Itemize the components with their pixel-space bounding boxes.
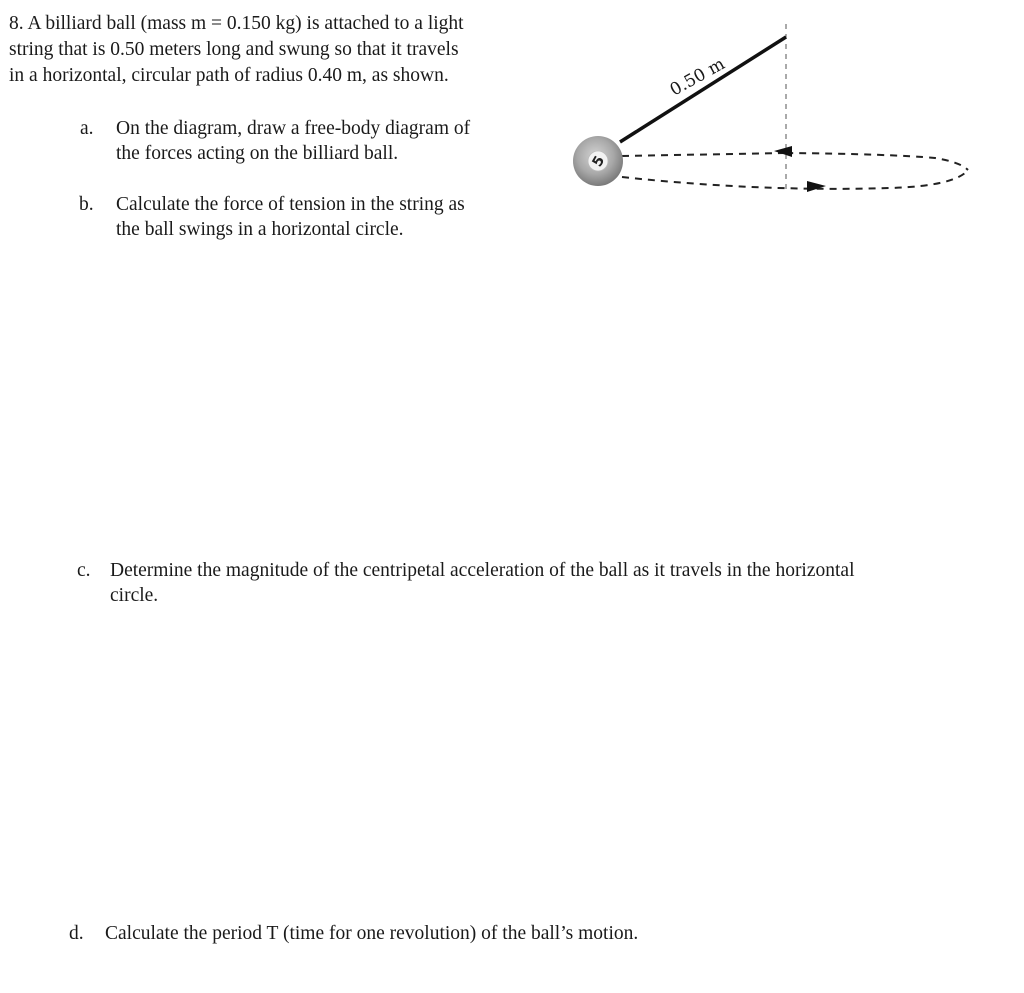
part-a-letter: a. <box>80 118 94 139</box>
arrow-right-icon <box>807 181 826 192</box>
ball-number: 5 <box>589 153 609 170</box>
radius-dashed-line <box>622 153 786 156</box>
part-d-letter: d. <box>69 923 84 944</box>
intro-line-3: in a horizontal, circular path of radius 0.40 m, as shown. <box>9 65 449 86</box>
part-a <box>80 116 470 166</box>
arrow-left-icon <box>774 146 792 157</box>
part-c <box>77 558 1007 608</box>
part-d <box>69 921 969 946</box>
pendulum-diagram <box>560 20 980 205</box>
part-b-text: Calculate the force of tension in the string as the ball swings in a horizontal circle. <box>116 194 465 240</box>
problem-intro <box>9 11 539 89</box>
problem-number: 8. <box>9 13 24 34</box>
string-length-label: 0.50 m <box>666 54 729 101</box>
intro-line-1: 8. A billiard ball (mass m = 0.150 kg) is attached to a light <box>9 13 464 34</box>
intro-line-2: string that is 0.50 meters long and swung so that it travels <box>9 39 459 60</box>
part-d-text: Calculate the period T (time for one revolution) of the ball’s motion. <box>105 923 639 944</box>
circle-path-far <box>786 153 968 170</box>
part-b-letter: b. <box>79 194 94 215</box>
string-line <box>620 37 786 142</box>
part-a-text: On the diagram, draw a free-body diagram of the forces acting on the billiard ball. <box>116 118 471 164</box>
part-c-text: Determine the magnitude of the centripetal acceleration of the ball as it travels in the horizontal circle. <box>110 560 855 606</box>
part-b <box>79 192 465 242</box>
circle-path-near <box>622 170 968 189</box>
part-c-letter: c. <box>77 560 91 581</box>
